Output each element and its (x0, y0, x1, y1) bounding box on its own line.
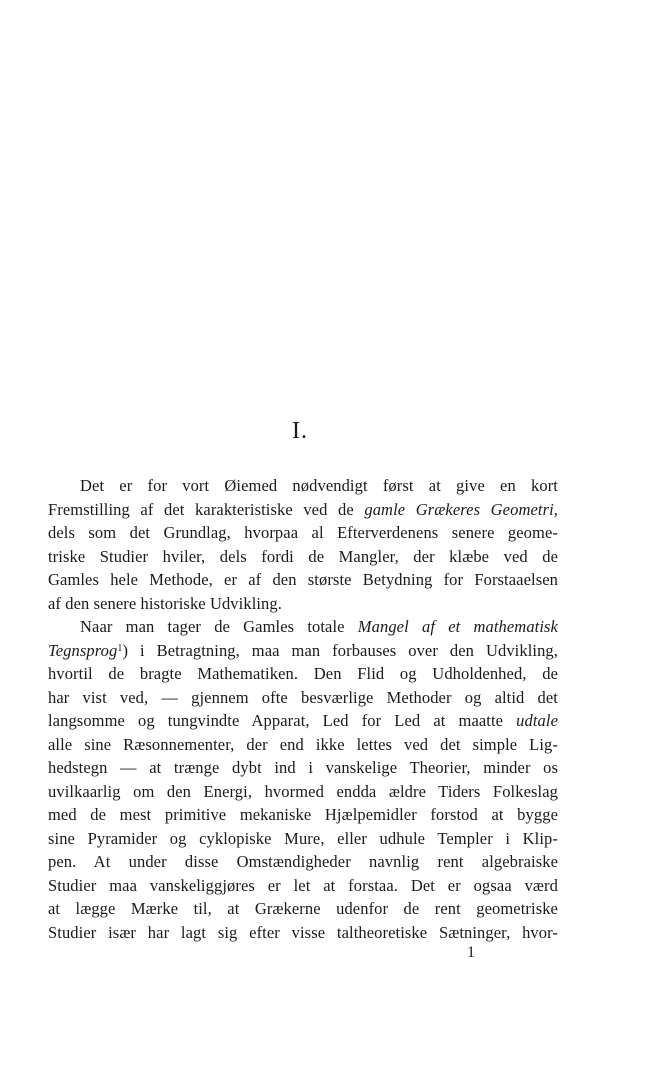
text-line (48, 639, 558, 663)
text-segment: Gamles hele Methode, er af den største Betydning for Forstaaelsen (48, 570, 558, 589)
text-segment: Naar man tager de Gamles totale (80, 617, 358, 636)
text-line (48, 733, 558, 757)
text-line (48, 686, 558, 710)
text-segment: har vist ved, — gjennem ofte besværlige Methoder og altid det (48, 687, 558, 707)
italic-text: Mangel af et mathematisk (357, 617, 558, 636)
text-segment: triske Studier hviler, dels fordi de Mangler, der klæbe ved de (48, 546, 558, 566)
text-line (48, 474, 558, 498)
body-text (48, 474, 558, 944)
text-segment: Studier især har lagt sig efter visse taltheoretiske Sætninger, hvor- (48, 922, 558, 942)
text-line (48, 921, 558, 945)
text-segment: pen. At under disse Omstændigheder navnlig rent algebraiske (48, 852, 558, 871)
text-line (48, 615, 558, 639)
text-segment: af den senere historiske Udvikling. (48, 593, 282, 613)
text-line (48, 498, 558, 522)
footnote-marker: 1 (117, 642, 123, 654)
text-line (48, 592, 558, 616)
italic-text: udtale (516, 711, 558, 730)
text-segment: sine Pyramider og cyklopiske Mure, eller udhule Templer i Klip- (48, 828, 558, 848)
text-segment: dels som det Grundlag, hvorpaa al Efterverdenens senere geome- (48, 523, 558, 542)
text-line (48, 850, 558, 874)
text-line (48, 827, 558, 851)
text-segment: uvilkaarlig om den Energi, hvormed endda ældre Tiders Folkeslag (48, 781, 558, 801)
text-segment: hvortil de bragte Mathematiken. Den Flid og Udholdenhed, de (48, 664, 558, 683)
text-line (48, 568, 558, 592)
text-segment: langsomme og tungvindte Apparat, Led for Led at maatte (48, 711, 517, 730)
text-segment: Fremstilling af det karakteristiske ved de (48, 499, 365, 519)
italic-text: gamle Grækeres Geometri, (364, 499, 558, 519)
text-line (48, 803, 558, 827)
text-segment: alle sine Ræsonnementer, der end ikke lettes ved det simple Lig- (48, 734, 558, 754)
text-line (48, 756, 558, 780)
text-segment: Det er for vort Øiemed nødvendigt først at give en kort (80, 476, 558, 495)
text-segment: at lægge Mærke til, at Grækerne udenfor de rent geometriske (48, 899, 558, 918)
text-line (48, 545, 558, 569)
text-segment: med de mest primitive mekaniske Hjælpemidler forstod at bygge (48, 805, 558, 824)
text-line (48, 662, 558, 686)
text-segment: Studier maa vanskeliggjøres er let at forstaa. Det er ogsaa værd (48, 875, 558, 895)
text-line (48, 897, 558, 921)
text-line (48, 709, 558, 733)
italic-text: Tegnsprog (48, 640, 118, 660)
page-number: 1 (467, 944, 475, 961)
chapter-heading: I. (292, 418, 308, 444)
text-line (48, 521, 558, 545)
text-segment: hedstegn — at trænge dybt ind i vanskelige Theorier, minder os (48, 758, 558, 777)
text-line (48, 780, 558, 804)
text-line (48, 874, 558, 898)
text-segment: ) i Betragtning, maa man forbauses over den Udvikling, (122, 640, 558, 660)
